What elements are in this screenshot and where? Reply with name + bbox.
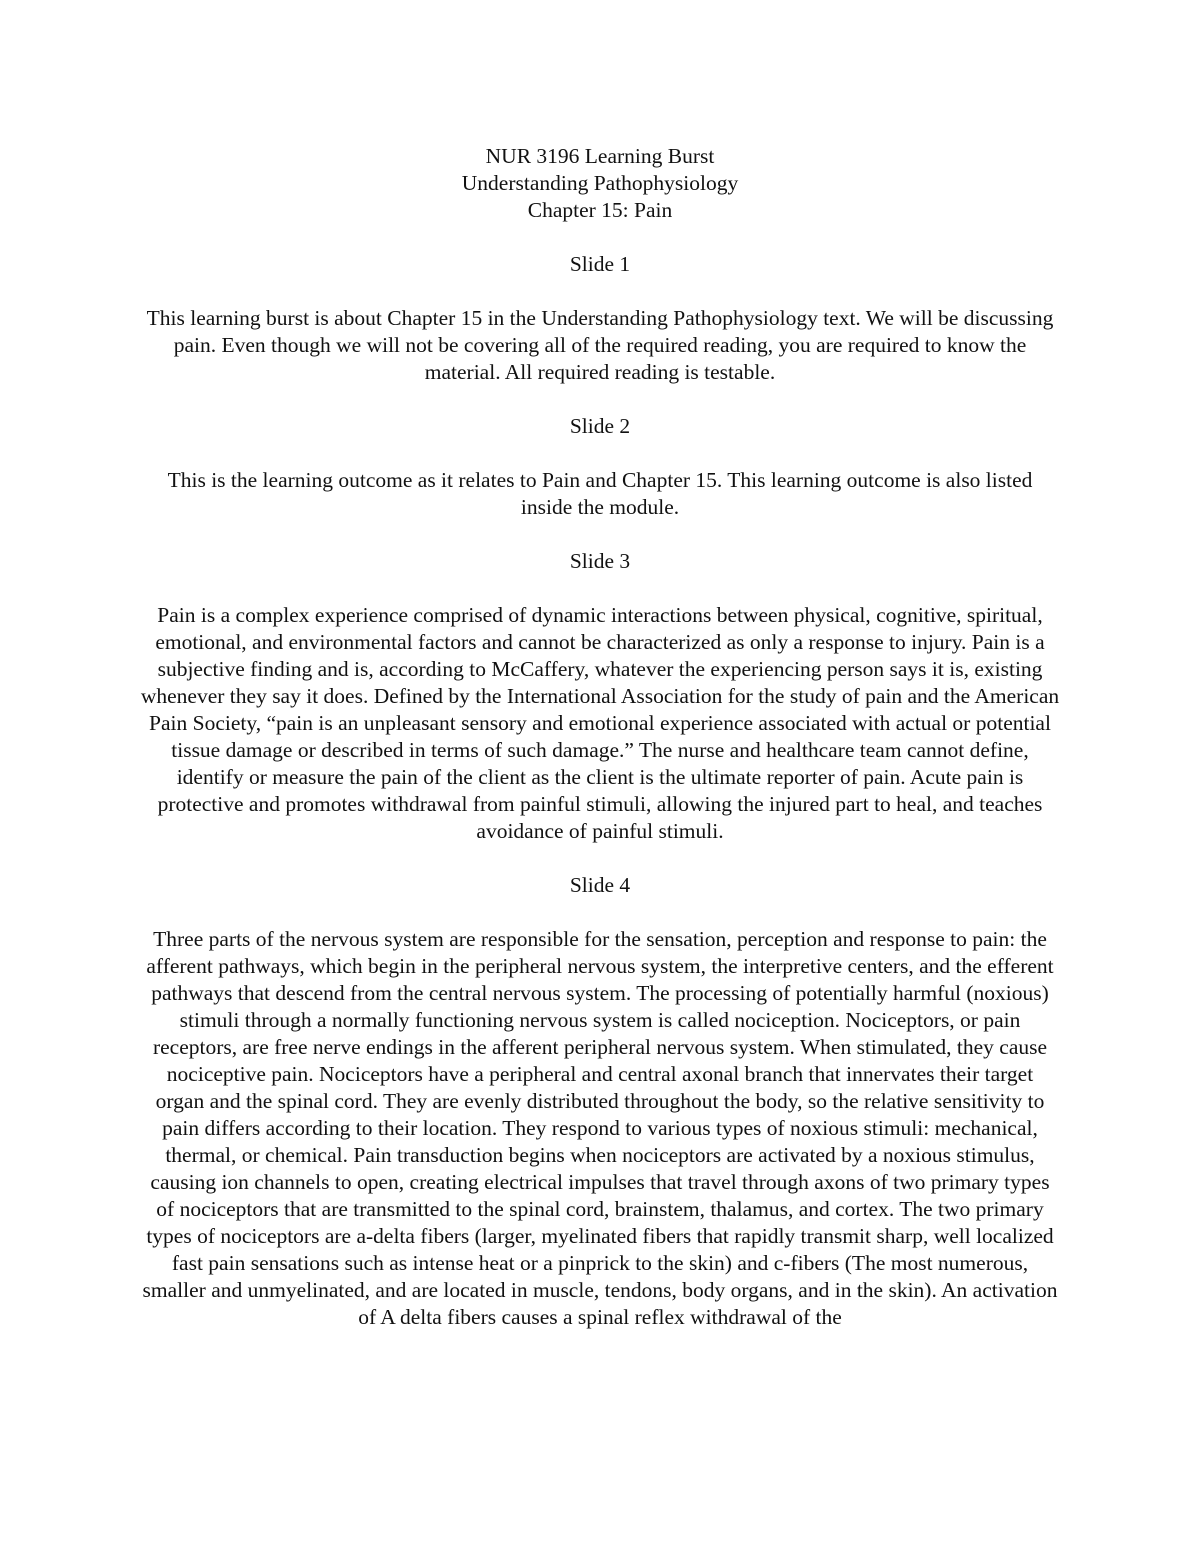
slide-text: This learning burst is about Chapter 15 in the Understanding Pathophysiology text. We will be discussing pain. Even though we will not be covering all of the required reading, you are required to know the material. All required reading is testable.: [146, 306, 1054, 384]
slide-label: Slide 2: [569, 414, 631, 438]
slide-label: Slide 3: [569, 549, 631, 573]
slide-text: This is the learning outcome as it relates to Pain and Chapter 15. This learning outcome is also listed inside the module.: [167, 468, 1033, 519]
slide-section-2: [140, 413, 1060, 521]
slide-text: Three parts of the nervous system are responsible for the sensation, perception and response to pain: the afferent pathways, which begin in the peripheral nervous system, the interpretive centers, and the efferent pathways that descend from the central nervous system. The processing of potentially harmful (noxious) stimuli through a normally functioning nervous system is called nociception. Nociceptors, or pain receptors, are free nerve endings in the afferent peripheral nervous system. When stimulated, they cause nociceptive pain. Nociceptors have a peripheral and central axonal branch that innervates their target organ and the spinal cord. They are evenly distributed throughout the body, so the relative sensitivity to pain differs according to their location. They respond to various types of noxious stimuli: mechanical, thermal, or chemical. Pain transduction begins when nociceptors are activated by a noxious stimulus, causing ion channels to open, creating electrical impulses that travel through axons of two primary types of nociceptors that are transmitted to the spinal cord, brainstem, thalamus, and cortex. The two primary types of nociceptors are a-delta fibers (larger, myelinated fibers that rapidly transmit sharp, well localized fast pain sensations such as intense heat or a pinprick to the skin) and c-fibers (The most numerous, smaller and unmyelinated, and are located in muscle, tendons, body organs, and in the skin). An activation of A delta fibers causes a spinal reflex withdrawal of the: [142, 927, 1058, 1329]
chapter-title: Chapter 15: Pain: [527, 198, 673, 222]
course-title: NUR 3196 Learning Burst: [485, 144, 715, 168]
slide-section-3: [140, 548, 1060, 845]
book-title: Understanding Pathophysiology: [461, 171, 739, 195]
slide-text: Pain is a complex experience comprised of dynamic interactions between physical, cognitive, spiritual, emotional, and environmental factors and cannot be characterized as only a response to injury. Pain is a subjective finding and is, according to McCaffery, whatever the experiencing person says it is, existing whenever they say it does. Defined by the International Association for the study of pain and the American Pain Society, “pain is an unpleasant sensory and emotional experience associated with actual or potential tissue damage or described in terms of such damage.” The nurse and healthcare team cannot define, identify or measure the pain of the client as the client is the ultimate reporter of pain. Acute pain is protective and promotes withdrawal from painful stimuli, allowing the injured part to heal, and teaches avoidance of painful stimuli.: [140, 603, 1060, 843]
document-page: [140, 143, 1060, 1358]
slide-section-1: [140, 251, 1060, 386]
slide-section-4: [140, 872, 1060, 1331]
slide-label: Slide 1: [569, 252, 631, 276]
slide-label: Slide 4: [569, 873, 631, 897]
document-header: [140, 143, 1060, 224]
